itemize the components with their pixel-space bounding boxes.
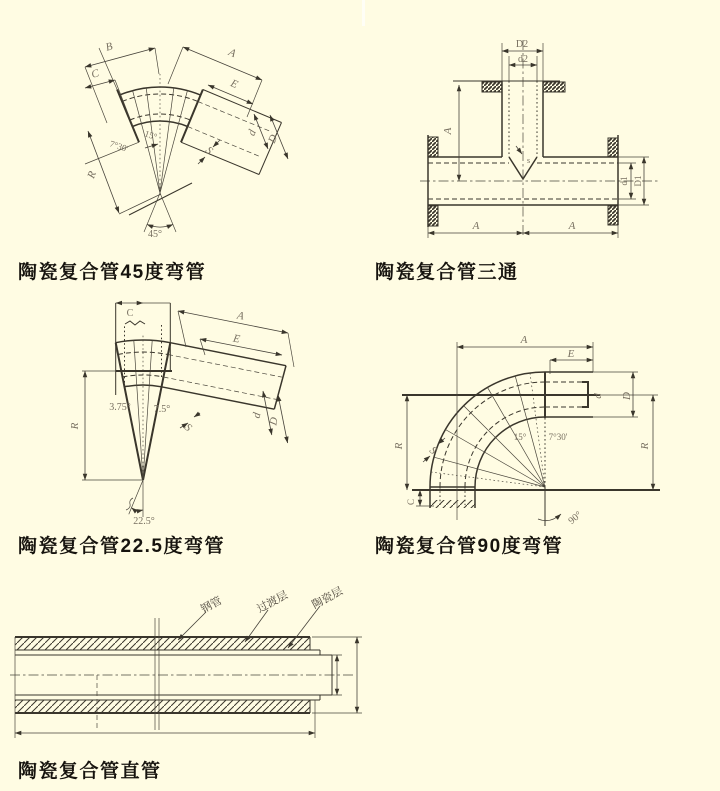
- dim-label-D1: D1: [633, 175, 643, 187]
- callout-label-steel-pipe: 钢管: [199, 594, 225, 616]
- dim-label-d: d: [250, 411, 264, 420]
- page-divider-line: [362, 0, 365, 26]
- dim-label-A: A: [520, 334, 528, 346]
- bend225-right-extension: [162, 343, 287, 410]
- dim-label-B: B: [104, 40, 115, 54]
- dim-label-D: D: [621, 392, 633, 400]
- tee-drawing: [420, 38, 690, 250]
- bend225-drawing: [70, 295, 320, 525]
- angle-label-15: 15°: [143, 128, 159, 142]
- angle-label-225: 22.5°: [133, 516, 155, 527]
- bend90-drawing: [390, 330, 710, 540]
- bend90-elbow-body: [430, 372, 545, 508]
- dim-label-R: R: [69, 422, 81, 430]
- bend45-right-extension: [181, 90, 282, 175]
- bend90-labels: [393, 334, 651, 527]
- callout-label-transition-layer: 过渡层: [255, 589, 290, 616]
- dim-label-A: A: [236, 309, 246, 323]
- callout-label-ceramic-layer: 陶瓷层: [310, 585, 345, 612]
- dim-label-A-left: A: [472, 220, 480, 232]
- dim-label-E: E: [232, 332, 242, 346]
- dim-label-A-branch: A: [442, 127, 454, 135]
- dim-label-d1: d1: [619, 176, 629, 186]
- angle-label-15: 15°: [513, 432, 527, 442]
- dim-label-D: D: [266, 132, 281, 145]
- dim-label-D: D: [267, 416, 281, 427]
- dim-label-R-left: R: [393, 442, 405, 450]
- bend225-angle-callout: [126, 480, 143, 517]
- dim-label-S: S: [181, 421, 194, 435]
- angle-label-75: 7.5°: [153, 404, 171, 415]
- figure-title-tee: 陶瓷复合管三通: [375, 262, 519, 283]
- dim-label-d2: d2: [518, 54, 528, 65]
- dim-label-S: S: [426, 444, 439, 458]
- dim-label-E: E: [567, 348, 575, 360]
- dim-label-R: R: [85, 169, 100, 181]
- straight-pipe-body: [10, 618, 355, 730]
- figure-straight: [10, 580, 370, 750]
- dim-label-D2: D2: [515, 39, 529, 50]
- bend45-drawing: [55, 30, 305, 250]
- dim-label-C: C: [89, 67, 101, 81]
- dim-label-C: C: [406, 498, 416, 506]
- figure-bend225: [70, 295, 320, 525]
- figure-tee: [420, 38, 690, 250]
- angle-label-730: 7°30': [108, 138, 130, 154]
- figure-title-bend225: 陶瓷复合管22.5度弯管: [18, 536, 225, 557]
- tee-branch: [453, 40, 565, 238]
- bend45-elbow-body: [85, 48, 203, 215]
- dim-label-S: S: [202, 144, 215, 158]
- angle-label-375: 3.75°: [109, 402, 131, 413]
- figure-title-straight: 陶瓷复合管直管: [18, 761, 162, 782]
- dim-label-d: d: [592, 393, 604, 399]
- angle-label-730: 7°30': [548, 432, 568, 442]
- bend225-elbow-body: [116, 303, 172, 480]
- dim-label-R-right: R: [639, 442, 651, 450]
- dim-label-A-right: A: [568, 220, 576, 232]
- bend90-outlet-pipe: [402, 372, 660, 490]
- dim-label-s: s: [527, 156, 531, 165]
- straight-dimensions: [15, 637, 362, 738]
- bend90-angle-callout: [538, 487, 561, 526]
- dim-label-A: A: [226, 46, 238, 61]
- angle-label-90: 90°: [566, 509, 585, 527]
- angle-label-45: 45°: [148, 229, 162, 240]
- figure-title-bend90: 陶瓷复合管90度弯管: [375, 536, 564, 557]
- figure-bend45: [55, 30, 305, 250]
- straight-drawing: [10, 580, 370, 750]
- bend225-labels: [69, 308, 281, 527]
- dim-label-E: E: [228, 77, 240, 92]
- figure-title-bend45: 陶瓷复合管45度弯管: [18, 262, 207, 283]
- figure-bend90: [390, 330, 710, 540]
- dim-label-C: C: [126, 308, 134, 319]
- dim-label-d: d: [245, 128, 259, 138]
